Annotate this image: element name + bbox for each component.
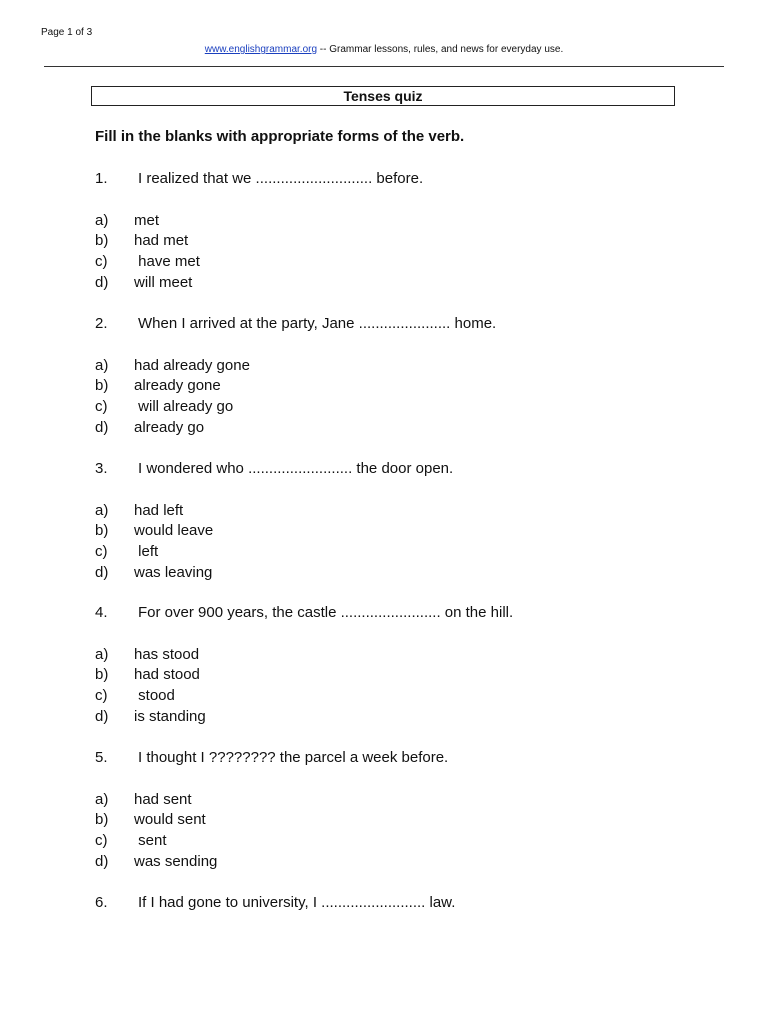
option-letter: b) — [95, 522, 109, 540]
answer-option — [95, 274, 192, 291]
option-letter: a) — [95, 790, 109, 808]
option-letter: d) — [95, 852, 109, 870]
option-letter: d) — [95, 707, 109, 725]
answer-option — [95, 419, 204, 436]
question-text: For over 900 years, the castle ........................ on the hill. — [138, 604, 514, 621]
option-letter: b) — [95, 232, 109, 250]
page-number: Page 1 of 3 — [41, 27, 93, 38]
answer-option — [95, 811, 206, 828]
question-number: 2. — [95, 315, 108, 332]
question-number: 5. — [95, 749, 108, 766]
option-text: have met — [134, 252, 200, 270]
option-letter: a) — [95, 356, 109, 374]
option-letter: c) — [95, 831, 108, 849]
answer-option — [95, 646, 199, 663]
option-text: has stood — [134, 645, 200, 663]
site-header — [0, 44, 768, 55]
option-text: had left — [134, 501, 184, 519]
question — [95, 315, 496, 332]
question-number: 6. — [95, 894, 108, 911]
option-text: was sending — [134, 852, 218, 870]
option-letter: b) — [95, 666, 109, 684]
option-text: left — [134, 542, 159, 560]
answer-option — [95, 502, 183, 519]
option-letter: d) — [95, 563, 109, 581]
question-number: 3. — [95, 460, 108, 477]
answer-option — [95, 832, 167, 849]
option-text: is standing — [134, 707, 206, 725]
question-text: I wondered who ......................... the door open. — [138, 460, 454, 477]
option-text: had sent — [134, 790, 192, 808]
header-divider — [44, 66, 724, 67]
option-letter: a) — [95, 501, 109, 519]
option-text: met — [134, 211, 160, 229]
option-text: had met — [134, 232, 189, 250]
question-text: When I arrived at the party, Jane ...................... home. — [138, 315, 497, 332]
question — [95, 170, 423, 187]
answer-option — [95, 543, 158, 560]
instruction: Fill in the blanks with appropriate forms of the verb. — [95, 128, 465, 145]
option-text: already go — [134, 418, 205, 436]
answer-option — [95, 666, 200, 683]
option-letter: a) — [95, 211, 109, 229]
site-tagline: -- Grammar lessons, rules, and news for everyday use. — [317, 44, 564, 55]
answer-option — [95, 564, 212, 581]
option-letter: c) — [95, 397, 108, 415]
option-text: had stood — [134, 666, 200, 684]
option-letter: c) — [95, 686, 108, 704]
answer-option — [95, 253, 200, 270]
option-letter: a) — [95, 645, 109, 663]
question — [95, 604, 513, 621]
answer-option — [95, 232, 188, 249]
option-text: stood — [134, 686, 175, 704]
question — [95, 460, 453, 477]
question — [95, 749, 448, 766]
option-letter: b) — [95, 377, 109, 395]
answer-option — [95, 791, 192, 808]
option-letter: b) — [95, 811, 109, 829]
option-letter: c) — [95, 252, 108, 270]
site-link[interactable]: www.englishgrammar.org — [204, 44, 318, 55]
question-text: I realized that we ............................ before. — [138, 170, 424, 187]
quiz-title: Tenses quiz — [91, 86, 675, 106]
option-text: will already go — [134, 397, 234, 415]
question-text: If I had gone to university, I ......................... law. — [138, 894, 456, 911]
option-text: will meet — [134, 273, 193, 291]
option-text: was leaving — [134, 563, 213, 581]
answer-option — [95, 212, 159, 229]
option-text: would leave — [134, 522, 214, 540]
question-text: I thought I ???????? the parcel a week before. — [138, 749, 449, 766]
answer-option — [95, 522, 213, 539]
option-letter: d) — [95, 418, 109, 436]
question — [95, 894, 455, 911]
answer-option — [95, 708, 206, 725]
answer-option — [95, 357, 250, 374]
option-text: would sent — [134, 811, 206, 829]
answer-option — [95, 687, 175, 704]
answer-option — [95, 398, 233, 415]
option-text: sent — [134, 831, 167, 849]
option-letter: d) — [95, 273, 109, 291]
answer-option — [95, 853, 217, 870]
option-letter: c) — [95, 542, 108, 560]
question-number: 1. — [95, 170, 108, 187]
option-text: had already gone — [134, 356, 250, 374]
question-number: 4. — [95, 604, 108, 621]
option-text: already gone — [134, 377, 221, 395]
answer-option — [95, 377, 221, 394]
